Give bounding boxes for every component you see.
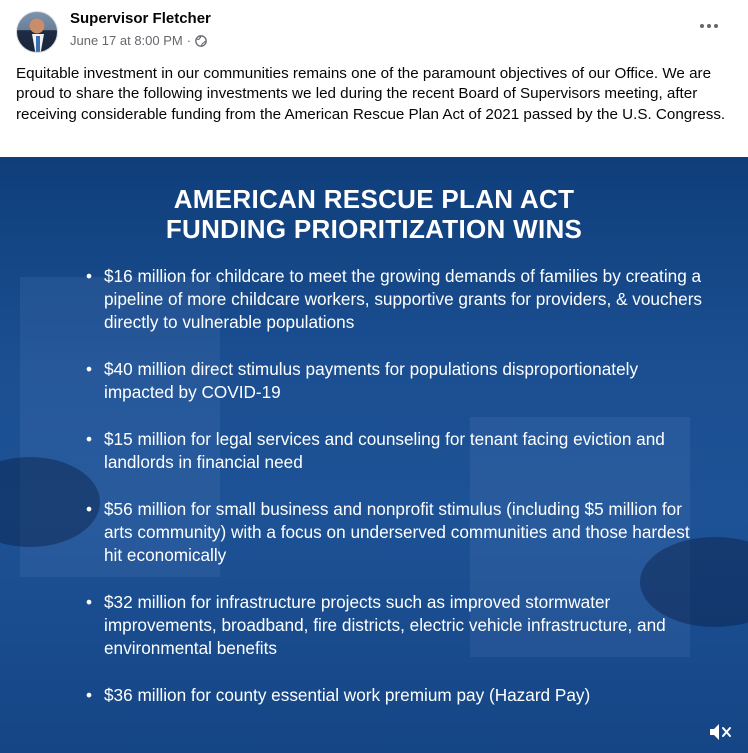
post-image[interactable] <box>0 157 748 753</box>
more-options-icon[interactable] <box>700 18 722 34</box>
graphic-title-line-1: AMERICAN RESCUE PLAN ACT <box>173 184 575 214</box>
funding-item: • $40 million direct stimulus payments for populations disproportionately impacted by COVID-19 <box>84 358 704 404</box>
graphic-title-line-2: FUNDING PRIORITIZATION WINS <box>165 214 583 244</box>
speaker-muted-icon[interactable] <box>708 721 734 743</box>
post-header <box>0 0 748 62</box>
funding-item: • $32 million for infrastructure projects such as improved stormwater improvements, broadband, fire districts, electric vehicle infrastructure, and environmental benefits <box>84 591 704 660</box>
graphic-title <box>0 184 748 244</box>
post-meta <box>70 33 207 48</box>
funding-item: • $15 million for legal services and counseling for tenant facing eviction and landlords in financial need <box>84 428 704 474</box>
post-text: Equitable investment in our communities remains one of the paramount objectives of our Office. We are proud to share the following investments we led during the recent Board of Supervisors meeting, after receiving considerable funding from the American Rescue Plan Act of 2021 passed by the U.S. Congress. <box>16 65 726 123</box>
globe-icon[interactable] <box>195 35 207 47</box>
funding-list <box>84 265 704 707</box>
author-name[interactable]: Supervisor Fletcher <box>70 10 211 27</box>
post-timestamp[interactable]: June 17 at 8:00 PM <box>70 33 183 48</box>
meta-separator: · <box>186 33 192 48</box>
funding-item: • $36 million for county essential work premium pay (Hazard Pay) <box>84 684 704 707</box>
funding-item: • $56 million for small business and nonprofit stimulus (including $5 million for arts community) with a focus on underserved communities and those hardest hit economically <box>84 498 704 567</box>
funding-item: • $16 million for childcare to meet the growing demands of families by creating a pipeline of more childcare workers, supportive grants for providers, & vouchers directly to vulnerable populations <box>84 265 704 334</box>
avatar[interactable] <box>16 11 58 53</box>
